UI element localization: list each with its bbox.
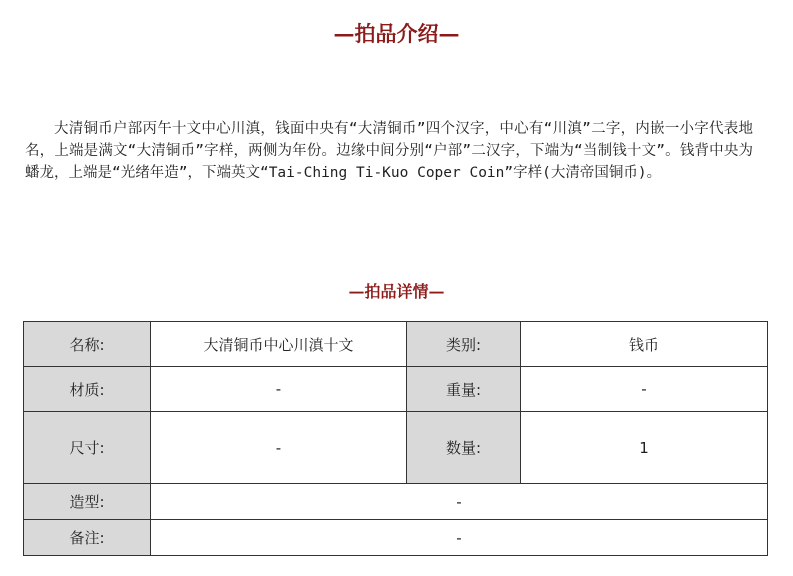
material-value: - (151, 367, 407, 412)
intro-section-title: —拍品介绍— (333, 21, 460, 46)
intro-paragraph: 大清铜币户部丙午十文中心川滇，钱面中央有“大清铜币”四个汉字，中心有“川滇”二字，内嵌一小字代表地名，上端是满文“大清铜币”字样，两侧为年份。边缘中间分别“户部”二汉字，下端为“当制钱十文”。钱背中央为蟠龙，上端是“光绪年造”，下端英文“Tai-Ching Ti-Kuo Coper Coin”字样(大清帝国铜币)。 (25, 121, 753, 181)
name-label: 名称: (24, 322, 151, 367)
details-table (23, 321, 768, 556)
shape-value: - (151, 484, 768, 520)
details-section-title: —拍品详情— (348, 282, 445, 301)
quantity-value: 1 (521, 412, 768, 484)
table-row (24, 367, 768, 412)
material-label: 材质: (24, 367, 151, 412)
remarks-value: - (151, 520, 768, 556)
table-row (24, 484, 768, 520)
table-row (24, 412, 768, 484)
category-value: 钱币 (521, 322, 768, 367)
table-row (24, 520, 768, 556)
name-value: 大清铜币中心川滇十文 (151, 322, 407, 367)
weight-label: 重量: (407, 367, 521, 412)
weight-value: - (521, 367, 768, 412)
size-value: - (151, 412, 407, 484)
table-row (24, 322, 768, 367)
remarks-label: 备注: (24, 520, 151, 556)
shape-label: 造型: (24, 484, 151, 520)
quantity-label: 数量: (407, 412, 521, 484)
category-label: 类别: (407, 322, 521, 367)
size-label: 尺寸: (24, 412, 151, 484)
